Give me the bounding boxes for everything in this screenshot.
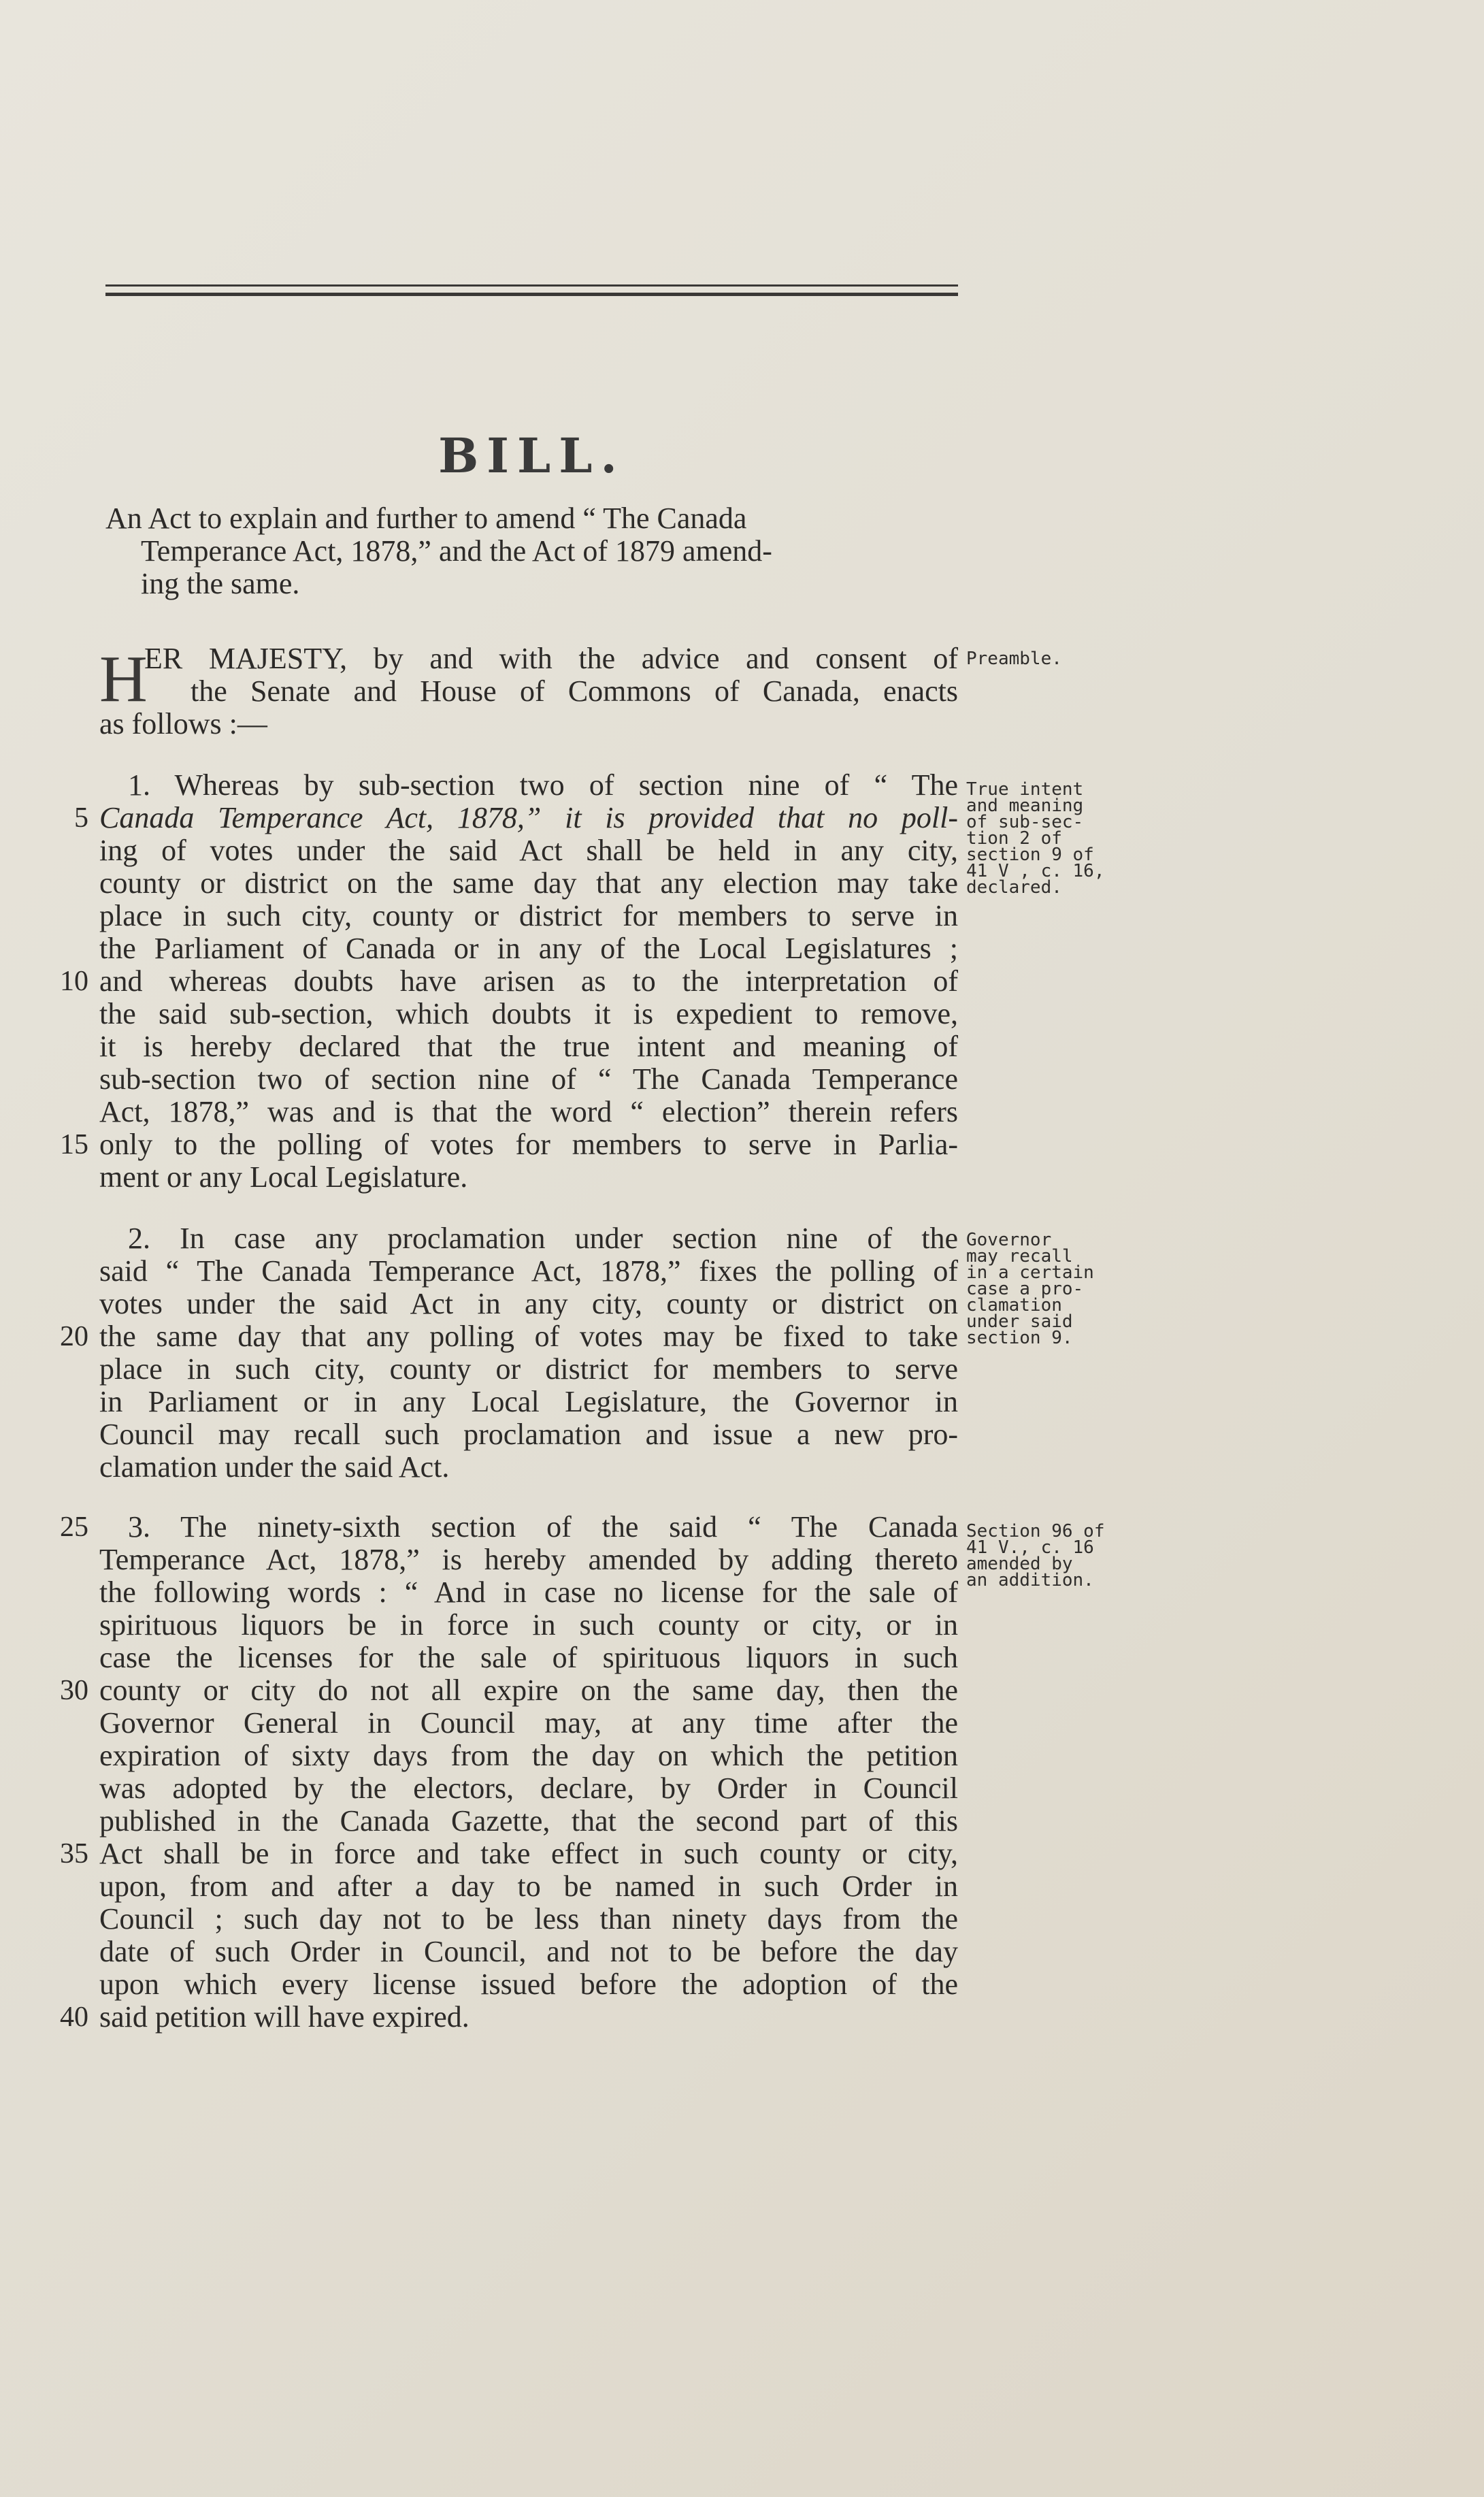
section-1-line: it is hereby declared that the true intent and meaning of [99, 1030, 958, 1063]
line-number: 10 [60, 966, 88, 997]
long-title-line: ing the same. [141, 567, 300, 600]
section-1-line: 1. Whereas by sub-section two of section nine of “ The [128, 768, 958, 802]
long-title-line: An Act to explain and further to amend “ The Canada [105, 502, 747, 535]
margin-note-line: case a pro- [966, 1279, 1084, 1299]
section-1-line: Canada Temperance Act, 1878,” it is provided that no poll- [99, 801, 958, 834]
margin-note-line: Preamble. [966, 649, 1062, 669]
section-2-line: Council may recall such proclamation and issue a new pro- [99, 1418, 958, 1451]
section-3-line: said petition will have expired. [99, 2000, 469, 2034]
section-3-line: upon which every license issued before the adoption of the [99, 1968, 958, 2001]
section-3-line: Council ; such day not to be less than ninety days from the [99, 1902, 958, 1936]
preamble-line: ER MAJESTY, by and with the advice and consent of [144, 642, 958, 675]
section-3-line: Governor General in Council may, at any time after the [99, 1706, 958, 1740]
margin-note-line: clamation [966, 1295, 1062, 1316]
section-1-line: the said sub-section, which doubts it is expedient to remove, [99, 997, 958, 1030]
section-3-line: expiration of sixty days from the day on which the petition [99, 1739, 958, 1772]
line-number: 25 [60, 1512, 88, 1543]
header-rule-thick [105, 293, 958, 296]
section-1-line: and whereas doubts have arisen as to the interpretation of [99, 964, 958, 998]
section-3-line: was adopted by the electors, declare, by Order in Council [99, 1772, 958, 1805]
section-2-line: place in such city, county or district for members to serve [99, 1352, 958, 1386]
section-1-line: county or district on the same day that any election may take [99, 866, 958, 900]
section-3-line: Temperance Act, 1878,” is hereby amended by adding thereto [99, 1543, 958, 1576]
long-title-line: Temperance Act, 1878,” and the Act of 1879 amend- [141, 534, 772, 568]
section-1-line: ment or any Local Legislature. [99, 1160, 468, 1194]
line-number: 35 [60, 1838, 88, 1870]
line-number: 15 [60, 1129, 88, 1160]
section-1-line: sub-section two of section nine of “ The Canada Temperance [99, 1062, 958, 1096]
margin-note-line: and meaning [966, 796, 1084, 816]
section-1-line: only to the polling of votes for members to serve in Parlia- [99, 1128, 958, 1161]
section-3-line: date of such Order in Council, and not to be before the day [99, 1935, 958, 1968]
line-number: 40 [60, 2002, 88, 2033]
line-number: 30 [60, 1675, 88, 1706]
section-3-line: 3. The ninety-sixth section of the said “ The Canada [128, 1510, 958, 1544]
margin-note-line: amended by [966, 1554, 1073, 1574]
section-3-line: case the licenses for the sale of spirituous liquors in such [99, 1641, 958, 1674]
margin-note-section-2 [966, 1232, 1130, 1346]
section-3-line: spirituous liquors be in force in such county or city, or in [99, 1608, 958, 1642]
header-rule-thin [105, 284, 958, 287]
section-3-line: published in the Canada Gazette, that the second part of this [99, 1804, 958, 1838]
margin-note-line: of sub-sec- [966, 812, 1084, 832]
section-3-line: the following words : “ And in case no license for the sale of [99, 1576, 958, 1609]
margin-note-section-3 [966, 1523, 1130, 1588]
margin-note-line: tion 2 of [966, 828, 1062, 849]
section-1-line: place in such city, county or district for members to serve in [99, 899, 958, 932]
section-1-line: the Parliament of Canada or in any of the Local Legislatures ; [99, 932, 958, 965]
margin-note-line: 41 V., c. 16 [966, 1537, 1094, 1558]
bill-title: BILL. [438, 427, 625, 484]
section-3-line: upon, from and after a day to be named in such Order in [99, 1870, 958, 1903]
margin-note-preamble [966, 651, 1130, 667]
margin-note-line: an addition. [966, 1570, 1094, 1590]
section-2-line: votes under the said Act in any city, county or district on [99, 1287, 958, 1320]
margin-note-line: declared. [966, 877, 1062, 898]
margin-note-line: 41 V , c. 16, [966, 861, 1105, 881]
margin-note-line: True intent [966, 779, 1084, 800]
section-2-line: the same day that any polling of votes may be fixed to take [99, 1320, 958, 1353]
margin-note-line: Section 96 of [966, 1521, 1105, 1541]
line-number: 5 [74, 802, 88, 834]
preamble-line: as follows :— [99, 707, 267, 740]
section-2-line: 2. In case any proclamation under section nine of the [128, 1222, 958, 1255]
margin-note-line: in a certain [966, 1262, 1094, 1283]
section-3-line: county or city do not all expire on the same day, then the [99, 1674, 958, 1707]
margin-note-line: section 9. [966, 1328, 1073, 1348]
preamble-line: the Senate and House of Commons of Canada, enacts [191, 674, 958, 708]
line-number: 20 [60, 1321, 88, 1352]
section-2-line: in Parliament or in any Local Legislature, the Governor in [99, 1385, 958, 1418]
margin-note-section-1 [966, 781, 1130, 896]
drop-cap: H [99, 642, 148, 716]
margin-note-line: section 9 of [966, 845, 1094, 865]
margin-note-line: under said [966, 1311, 1073, 1332]
section-1-line: ing of votes under the said Act shall be held in any city, [99, 834, 958, 867]
margin-note-line: Governor [966, 1230, 1052, 1250]
section-3-line: Act shall be in force and take effect in such county or city, [99, 1837, 958, 1870]
section-2-line: said “ The Canada Temperance Act, 1878,” fixes the polling of [99, 1254, 958, 1288]
section-1-line: Act, 1878,” was and is that the word “ election” therein refers [99, 1095, 958, 1128]
margin-note-line: may recall [966, 1246, 1073, 1267]
section-2-line: clamation under the said Act. [99, 1450, 450, 1484]
long-title [105, 502, 957, 600]
